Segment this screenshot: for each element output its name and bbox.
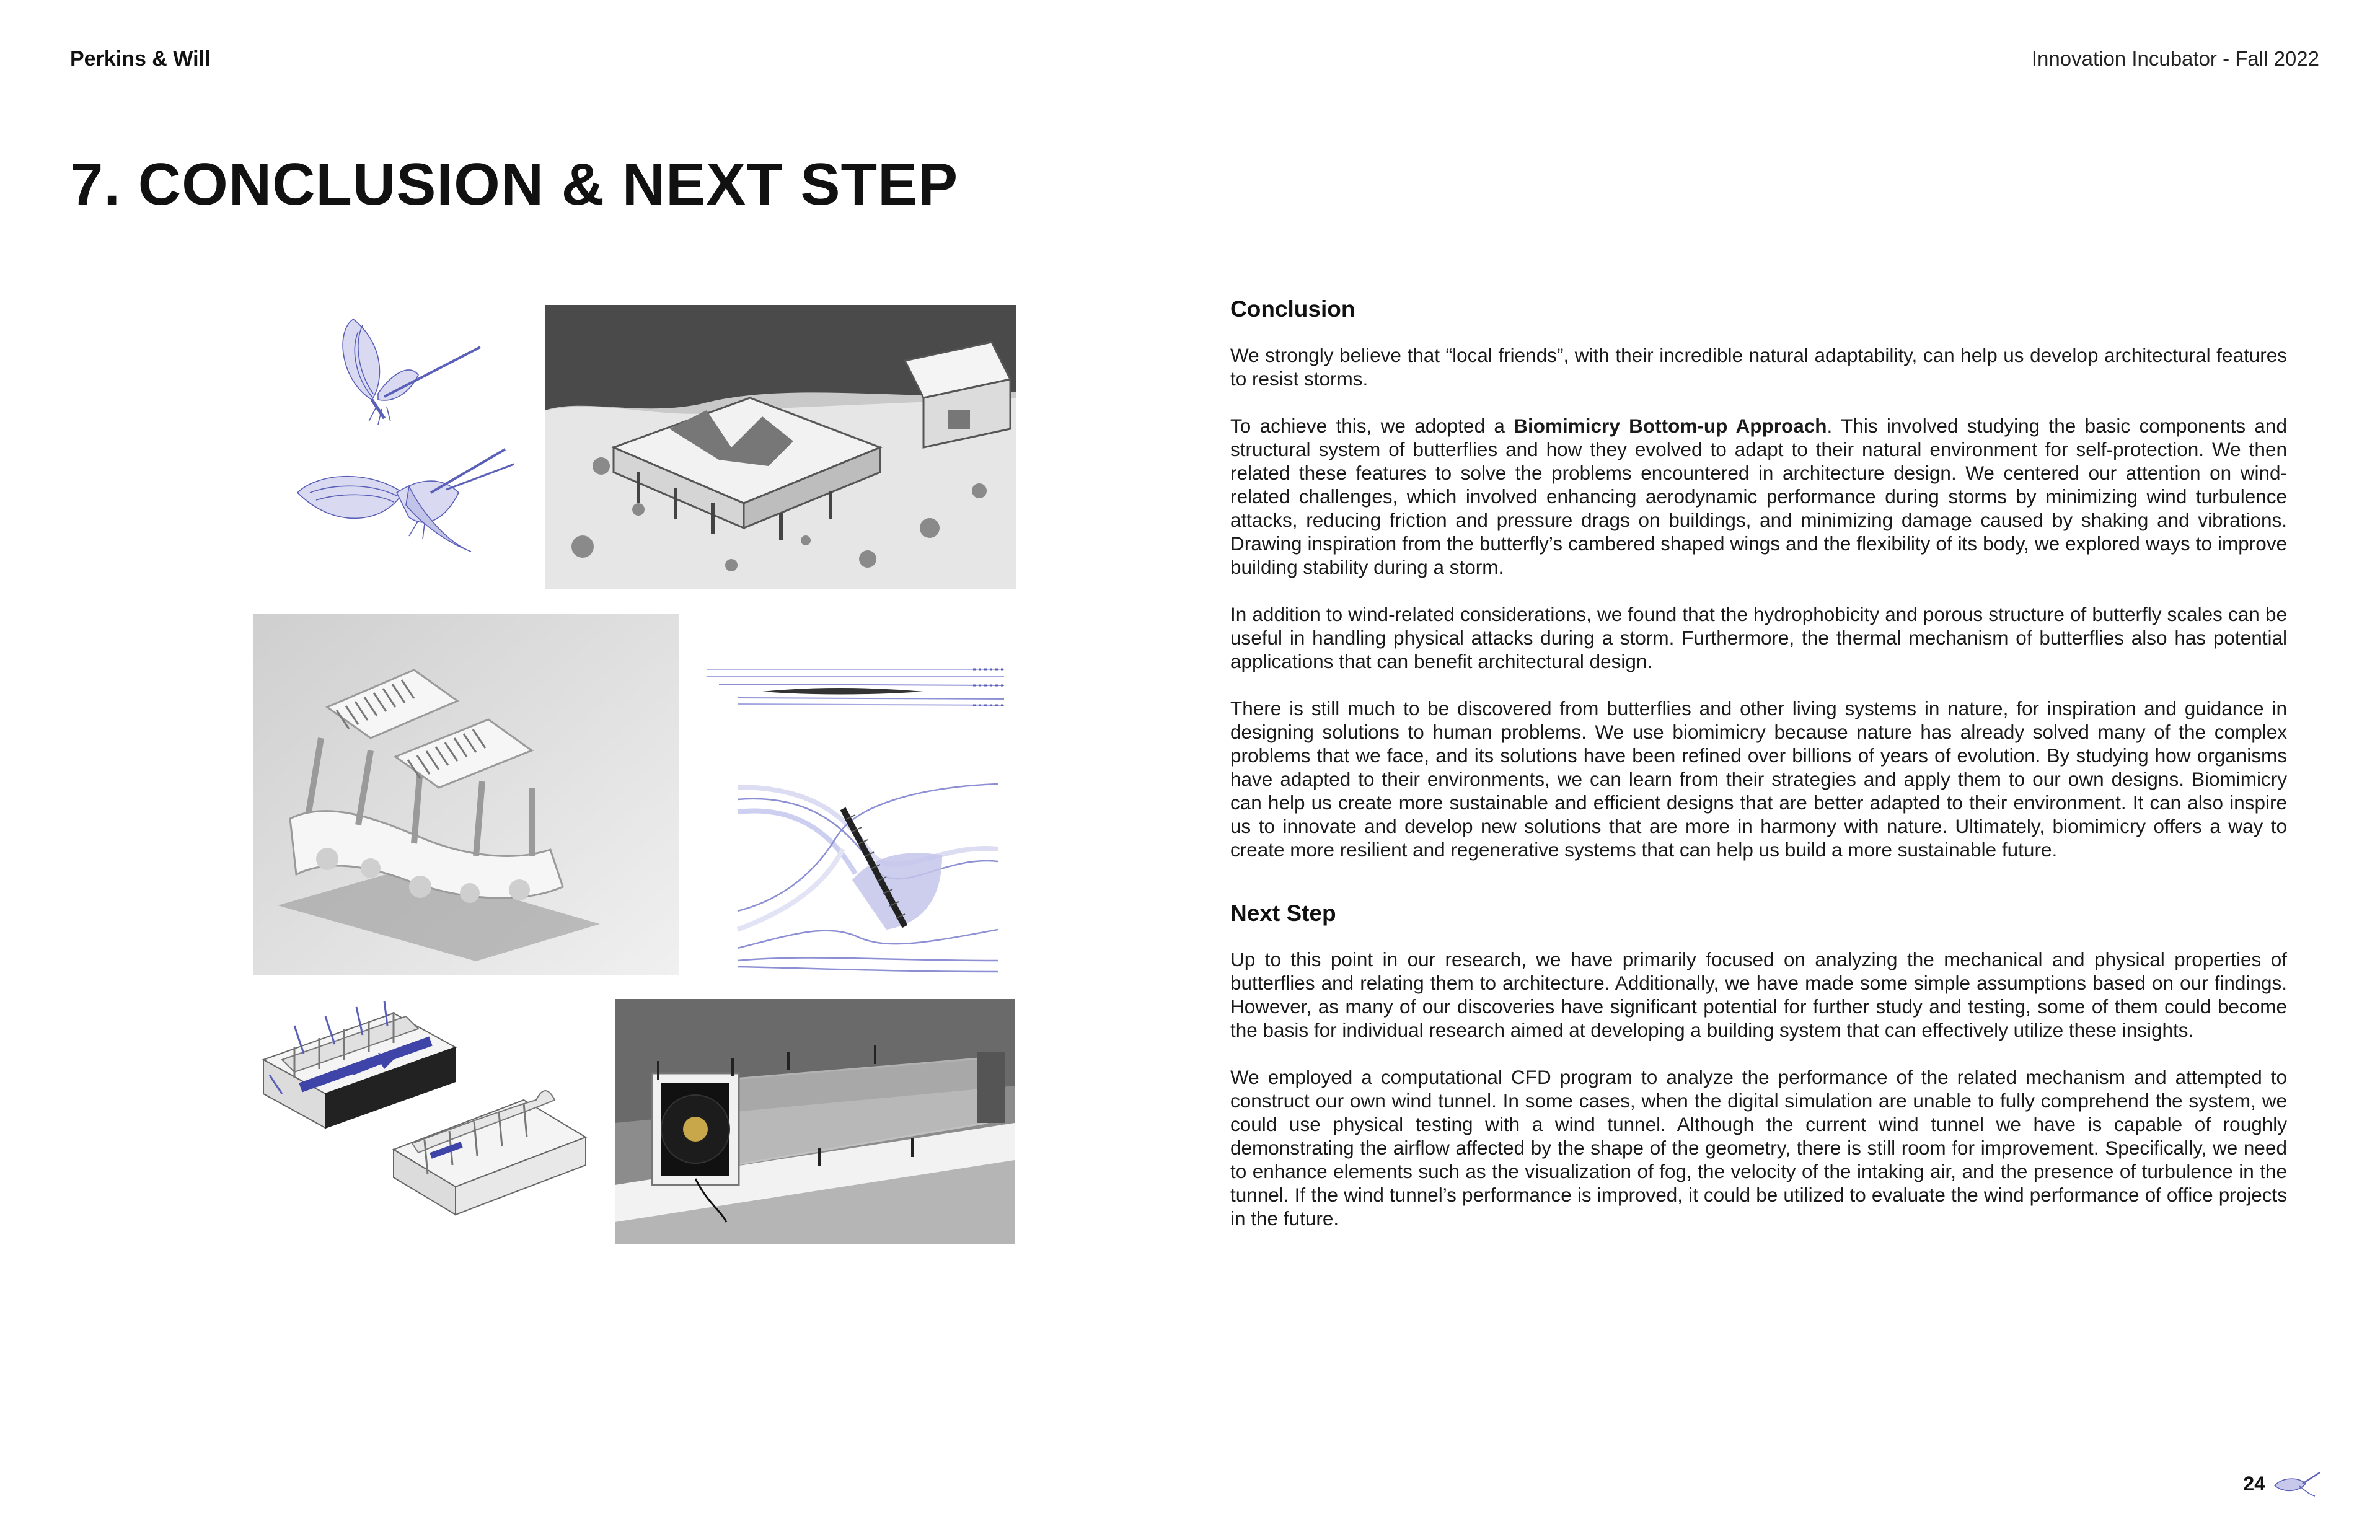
- page-number-text: 24: [2243, 1472, 2265, 1495]
- page-title: 7. CONCLUSION & NEXT STEP: [70, 151, 959, 218]
- report-title: Innovation Incubator - Fall 2022: [2031, 47, 2319, 70]
- conclusion-paragraph-2: [1230, 414, 2287, 579]
- conclusion-section: [1230, 297, 2287, 885]
- wind-tunnel-photo: [615, 999, 1015, 1244]
- conclusion-paragraph-1: We strongly believe that “local friends”, with their incredible natural adaptability, can help us develop architectural features to resist storms.: [1230, 344, 2287, 390]
- storm-damage-photo: [545, 305, 1016, 589]
- conclusion-paragraph-3: In addition to wind-related considerations, we found that the hydrophobicity and porous structure of butterfly scales can be useful in handling physical attacks during a storm. Furthermore, the thermal mechanism of butterflies also has potential applications that can benefit architectural design.: [1230, 603, 2287, 672]
- butterfly-drawings-illustration: [260, 307, 514, 589]
- butterfly-icon: [2272, 1470, 2321, 1497]
- next-step-paragraph-1: Up to this point in our research, we have primarily focused on analyzing the mechanical and physical properties of butterflies and relating them to architecture. Additionally, we have made some simple assumptions based on our findings. However, as many of our discoveries have significant potential for further study and testing, some of them could become the basis for individual research aimed at developing a building system that can effectively utilize these insights.: [1230, 948, 2287, 1041]
- next-step-heading: Next Step: [1230, 900, 1336, 926]
- conclusion-p2-rest: . This involved studying the basic components and structural system of butterflies and how they evolved to adapt to their natural environment for self-protection. We then related these features to solve the problems encountered in architecture design. We centered our attention on wind-related challenges, which involved enhancing aerodynamic performance during storms by minimizing wind turbulence attacks, reducing friction and pressure drags on buildings, and minimizing damage caused by shaking and vibrations. Drawing inspiration from the butterfly’s cambered shaped wings and the flexibility of its body, we explored ways to improve building stability during a storm.: [1230, 415, 2287, 578]
- conclusion-heading: Conclusion: [1230, 296, 1355, 322]
- isometric-building-diagram: [257, 1001, 592, 1239]
- next-step-paragraph-2: We employed a computational CFD program to analyze the performance of the related mechanism and attempted to construct our own wind tunnel. In some cases, when the digital simulation are unable to fully comprehend the system, we could use physical testing with a wind tunnel. Although the current wind tunnel we have is capable of roughly demonstrating the airflow affected by the shape of the geometry, there is still room for improvement. Specifically, we need to enhance elements such as the visualization of fog, the velocity of the intaking air, and the presence of turbulence in the tunnel. If the wind tunnel’s performance is improved, it could be utilized to evaluate the wind performance of office projects in the future.: [1230, 1066, 2287, 1230]
- 3d-printed-model-photo: [253, 614, 679, 975]
- conclusion-p2-intro: To achieve this, we adopted a: [1230, 415, 1514, 437]
- airflow-tilted-wing-diagram: [731, 775, 998, 973]
- conclusion-p2-bold: Biomimicry Bottom-up Approach: [1514, 415, 1827, 437]
- conclusion-paragraph-4: There is still much to be discovered from butterflies and other living systems in nature, for inspiration and guidance in designing solutions to human problems. We use biomimicry because nature has already solved many of the complex problems that we face, and its solutions have been refined over billions of years of evolution. By studying how organisms have adapted to their environments, we can learn from their strategies and apply them to our own designs. Biomimicry can help us create more sustainable and efficient designs that are better adapted to their environment. It can also inspire us to innovate and develop new solutions that are more in harmony with nature. Ultimately, biomimicry offers a way to create more resilient and regenerative systems that can help us build a more sustainable future.: [1230, 697, 2287, 861]
- page-number: [2243, 1470, 2321, 1497]
- brand-name: Perkins & Will: [70, 47, 211, 71]
- next-step-section: [1230, 902, 2287, 1254]
- airflow-flat-wing-diagram: [700, 651, 1010, 725]
